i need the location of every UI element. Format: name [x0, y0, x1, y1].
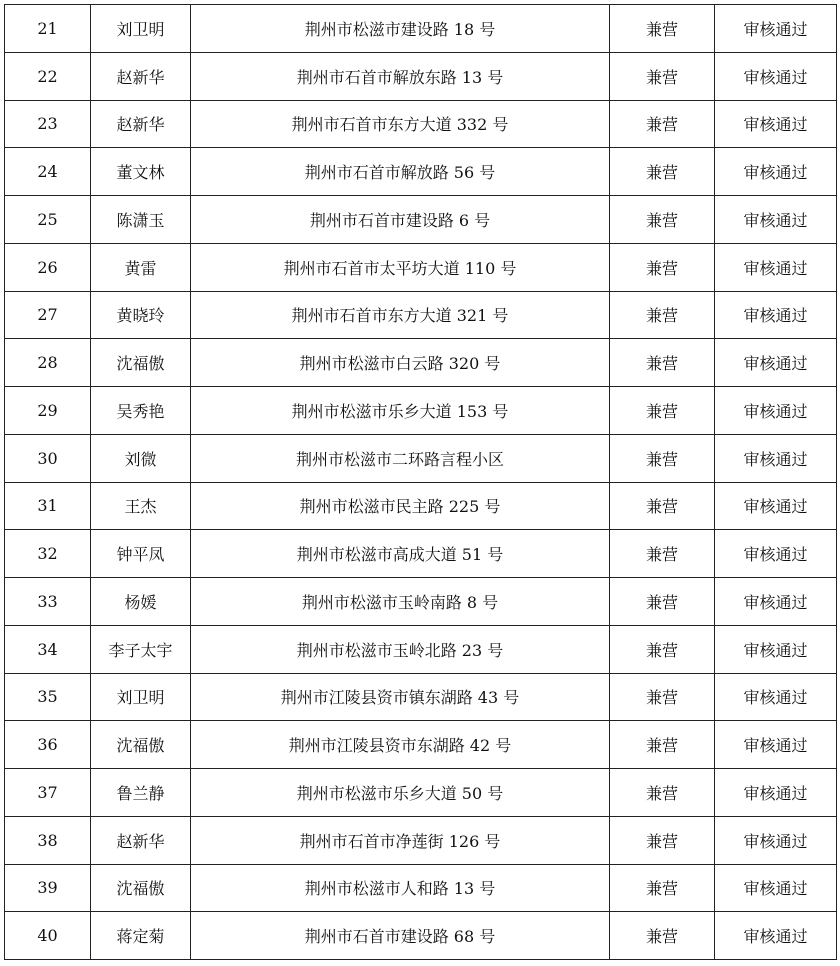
row-number: 22 [5, 52, 91, 100]
table-row [5, 721, 837, 769]
table-row [5, 339, 837, 387]
business-address: 荆州市石首市东方大道 321 号 [191, 291, 610, 339]
business-type: 兼营 [610, 387, 715, 435]
operator-name: 吴秀艳 [91, 387, 191, 435]
business-address: 荆州市松滋市乐乡大道 153 号 [191, 387, 610, 435]
operator-name: 刘卫明 [91, 5, 191, 53]
business-type: 兼营 [610, 482, 715, 530]
table-row [5, 912, 837, 960]
review-status: 审核通过 [715, 864, 837, 912]
business-address: 荆州市松滋市高成大道 51 号 [191, 530, 610, 578]
business-type: 兼营 [610, 434, 715, 482]
row-number: 35 [5, 673, 91, 721]
business-address: 荆州市江陵县资市东湖路 42 号 [191, 721, 610, 769]
row-number: 21 [5, 5, 91, 53]
business-address: 荆州市石首市解放路 56 号 [191, 148, 610, 196]
business-type: 兼营 [610, 5, 715, 53]
business-type: 兼营 [610, 148, 715, 196]
row-number: 39 [5, 864, 91, 912]
operator-name: 鲁兰静 [91, 769, 191, 817]
business-type: 兼营 [610, 339, 715, 387]
table-row [5, 625, 837, 673]
table-row [5, 52, 837, 100]
business-address: 荆州市石首市解放东路 13 号 [191, 52, 610, 100]
review-status: 审核通过 [715, 52, 837, 100]
operator-name: 王杰 [91, 482, 191, 530]
review-status: 审核通过 [715, 625, 837, 673]
operator-name: 黄雷 [91, 243, 191, 291]
table-row [5, 673, 837, 721]
business-type: 兼营 [610, 864, 715, 912]
review-status: 审核通过 [715, 196, 837, 244]
row-number: 38 [5, 816, 91, 864]
business-address: 荆州市松滋市二环路言程小区 [191, 434, 610, 482]
table-row [5, 100, 837, 148]
operator-name: 沈福傲 [91, 721, 191, 769]
business-type: 兼营 [610, 196, 715, 244]
business-type: 兼营 [610, 721, 715, 769]
table-row [5, 148, 837, 196]
business-address: 荆州市松滋市乐乡大道 50 号 [191, 769, 610, 817]
table-row [5, 816, 837, 864]
business-type: 兼营 [610, 530, 715, 578]
operator-name: 赵新华 [91, 816, 191, 864]
review-status: 审核通过 [715, 673, 837, 721]
operator-name: 杨媛 [91, 578, 191, 626]
operator-name: 陈潇玉 [91, 196, 191, 244]
business-type: 兼营 [610, 100, 715, 148]
business-type: 兼营 [610, 243, 715, 291]
business-address: 荆州市松滋市人和路 13 号 [191, 864, 610, 912]
operator-name: 赵新华 [91, 52, 191, 100]
business-address: 荆州市石首市建设路 6 号 [191, 196, 610, 244]
business-address: 荆州市松滋市玉岭北路 23 号 [191, 625, 610, 673]
operator-name: 钟平凤 [91, 530, 191, 578]
row-number: 30 [5, 434, 91, 482]
review-status: 审核通过 [715, 243, 837, 291]
business-type: 兼营 [610, 912, 715, 960]
business-type: 兼营 [610, 769, 715, 817]
table-row [5, 864, 837, 912]
operator-name: 沈福傲 [91, 864, 191, 912]
business-address: 荆州市松滋市白云路 320 号 [191, 339, 610, 387]
review-status: 审核通过 [715, 291, 837, 339]
review-status: 审核通过 [715, 769, 837, 817]
review-status: 审核通过 [715, 482, 837, 530]
review-status: 审核通过 [715, 721, 837, 769]
review-status: 审核通过 [715, 339, 837, 387]
business-type: 兼营 [610, 625, 715, 673]
business-address: 荆州市石首市太平坊大道 110 号 [191, 243, 610, 291]
business-type: 兼营 [610, 291, 715, 339]
table-row [5, 291, 837, 339]
business-type: 兼营 [610, 578, 715, 626]
row-number: 24 [5, 148, 91, 196]
table-row [5, 530, 837, 578]
business-address: 荆州市松滋市玉岭南路 8 号 [191, 578, 610, 626]
operator-name: 蒋定菊 [91, 912, 191, 960]
row-number: 37 [5, 769, 91, 817]
review-status: 审核通过 [715, 434, 837, 482]
registry-table-body [5, 5, 837, 960]
operator-name: 黄晓玲 [91, 291, 191, 339]
operator-name: 赵新华 [91, 100, 191, 148]
business-address: 荆州市石首市净莲街 126 号 [191, 816, 610, 864]
operator-name: 董文林 [91, 148, 191, 196]
business-type: 兼营 [610, 673, 715, 721]
business-address: 荆州市松滋市建设路 18 号 [191, 5, 610, 53]
row-number: 25 [5, 196, 91, 244]
business-type: 兼营 [610, 816, 715, 864]
row-number: 33 [5, 578, 91, 626]
review-status: 审核通过 [715, 816, 837, 864]
operator-name: 刘卫明 [91, 673, 191, 721]
operator-name: 沈福傲 [91, 339, 191, 387]
review-status: 审核通过 [715, 5, 837, 53]
review-status: 审核通过 [715, 912, 837, 960]
table-row [5, 769, 837, 817]
business-address: 荆州市江陵县资市镇东湖路 43 号 [191, 673, 610, 721]
table-row [5, 434, 837, 482]
review-status: 审核通过 [715, 387, 837, 435]
row-number: 27 [5, 291, 91, 339]
row-number: 34 [5, 625, 91, 673]
registry-table [4, 4, 837, 960]
review-status: 审核通过 [715, 148, 837, 196]
review-status: 审核通过 [715, 578, 837, 626]
table-row [5, 243, 837, 291]
business-address: 荆州市松滋市民主路 225 号 [191, 482, 610, 530]
row-number: 32 [5, 530, 91, 578]
review-status: 审核通过 [715, 100, 837, 148]
row-number: 23 [5, 100, 91, 148]
operator-name: 李子太宇 [91, 625, 191, 673]
row-number: 36 [5, 721, 91, 769]
operator-name: 刘微 [91, 434, 191, 482]
business-type: 兼营 [610, 52, 715, 100]
business-address: 荆州市石首市建设路 68 号 [191, 912, 610, 960]
row-number: 29 [5, 387, 91, 435]
table-row [5, 578, 837, 626]
row-number: 40 [5, 912, 91, 960]
table-row [5, 5, 837, 53]
table-row [5, 196, 837, 244]
review-status: 审核通过 [715, 530, 837, 578]
table-row [5, 387, 837, 435]
row-number: 26 [5, 243, 91, 291]
business-address: 荆州市石首市东方大道 332 号 [191, 100, 610, 148]
row-number: 28 [5, 339, 91, 387]
row-number: 31 [5, 482, 91, 530]
table-row [5, 482, 837, 530]
